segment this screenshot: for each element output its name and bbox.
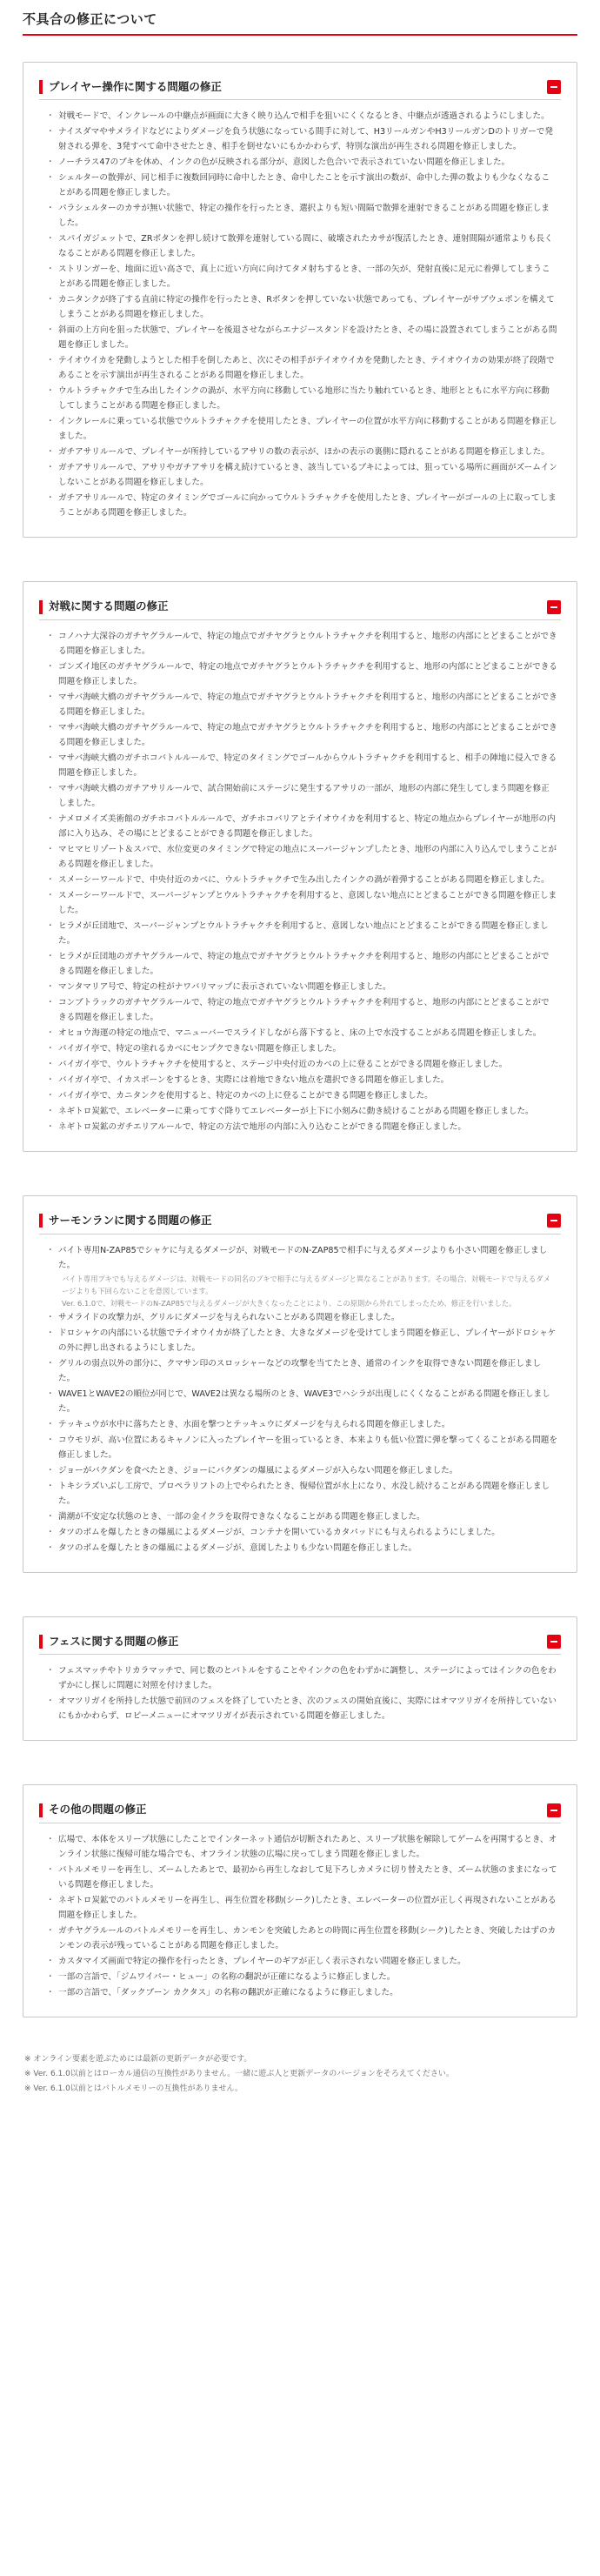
fix-list-item: ・ ナイスダマやサメライドなどによりダメージを負う状態になっている間手に対して、H3リールガンやH3リールガンDのトリガーで発射される弾を、3発すべて命中させたとき、相手を倒せないにもかかわらず、特別な演出が再生される問題を修正しました。 — [48, 124, 557, 154]
fix-list-item: ・ シェルターの散弾が、同じ相手に複数回同時に命中したとき、命中したことを示す演出の数が、命中した弾の数よりも少なくなることがある問題を修正しました。 — [48, 171, 557, 200]
fix-item-text: 満潮が不安定な状態のとき、一部の金イクラを取得できなくなることがある問題を修正しました。 — [58, 1511, 425, 1522]
fix-list-item — [48, 1387, 557, 1416]
fix-list-item: ・ ナメロメイズ美術館のガチホコバトルルールで、ガチホコバリアとテイオウイカを利用すると、特定の地点からプレイヤーが地形の内部に入り込み、その場にとどまることができる問題を修正しました。 — [48, 812, 557, 841]
footnote: ※ Ver. 6.1.0以前とはバトルメモリーの互換性がありません。 — [24, 2084, 243, 2093]
collapse-toggle-icon[interactable] — [547, 1635, 561, 1649]
section-accent-bar — [39, 1214, 43, 1228]
collapse-toggle-icon[interactable] — [547, 80, 561, 94]
fix-list-item — [48, 1463, 557, 1478]
fix-list-item: ・ 広場で、本体をスリープ状態にしたことでインターネット通信が切断されたあと、スリープ状態を解除してゲームを再開するとき、オンライン状態に復帰可能な場合でも、オフライン状態の広場に戻ってしまう問題を修正しました。 — [48, 1832, 557, 1862]
fix-list — [39, 1238, 561, 1556]
fix-list-item: ・ オヒョウ海運の特定の地点で、マニューバーでスライドしながら落下すると、床の上で水没することがある問題を修正しました。 — [48, 1026, 557, 1040]
fix-list-item — [48, 1479, 557, 1509]
fix-list-item: ・ マサバ海峡大橋のガチヤグラルールで、特定の地点でガチヤグラとウルトラチャクチを利用すると、地形の内部にとどまることができる問題を修正しました。 — [48, 720, 557, 750]
section-title-text: 対戦に関する問題の修正 — [49, 599, 169, 613]
collapse-toggle-icon[interactable] — [547, 1803, 561, 1817]
fix-list-item: ・ コノハナ大深谷のガチヤグラルールで、特定の地点でガチヤグラとウルトラチャクチを利用すると、地形の内部にとどまることができる問題を修正しました。 — [48, 629, 557, 659]
page-title: 不具合の修正について — [23, 7, 577, 36]
section-accent-bar — [39, 1803, 43, 1817]
fix-list-item: ・ ヒラメが丘団地で、スーパージャンプとウルトラチャクチを利用すると、意図しない地点にとどまることができる問題を修正しました。 — [48, 919, 557, 948]
fix-item-note: Ver. 6.1.0で、対戦モードのN-ZAP85で与えるダメージが大きくなったことにより、この原則から外れてしまったため、修正を行いました。 — [62, 1298, 517, 1308]
fix-list-item — [48, 1525, 557, 1540]
section-title — [39, 1801, 147, 1819]
fix-list-item: ・ ネギトロ炭鉱でのバトルメモリーを再生し、再生位置を移動(シーク)したとき、エレベーターの位置が正しく再現されないことがある問題を修正しました。 — [48, 1893, 557, 1923]
fix-list — [39, 104, 561, 520]
section-header[interactable] — [39, 598, 561, 620]
collapse-toggle-icon[interactable] — [547, 600, 561, 614]
fix-list — [39, 624, 561, 1134]
section-accent-bar — [39, 600, 43, 614]
fix-list-item: ・ ネギトロ炭鉱のガチエリアルールで、特定の方法で地形の内部に入り込むことができる問題を修正しました。 — [48, 1120, 557, 1134]
fix-item-text: ジョーがバクダンを食べたとき、ジョーにバクダンの爆風によるダメージが入らない問題を修正しました。 — [58, 1465, 458, 1475]
fix-list-item: ・ 斜面の上方向を狙った状態で、プレイヤーを後退させながらエナジースタンドを設けたとき、その場に設置されてしまうことがある問題を修正しました。 — [48, 323, 557, 352]
fix-list-item: ・ マサバ海峡大橋のガチアサリルールで、試合開始前にステージに発生するアサリの一部が、地形の内部に発生してしまう問題を修正しました。 — [48, 781, 557, 811]
fix-list-item: ・ ガチアサリルールで、特定のタイミングでゴールに向かってウルトラチャクチを使用したとき、プレイヤーがゴールの上に取ってしまうことがある問題を修正しました。 — [48, 491, 557, 520]
fix-list-item — [48, 1509, 557, 1524]
section-title — [39, 78, 222, 97]
fix-list-item — [48, 1433, 557, 1462]
fix-item-text: バイト専用N-ZAP85でシャケに与えるダメージが、対戦モードのN-ZAP85で相手に与えるダメージよりも小さい問題を修正しました。 — [58, 1245, 548, 1270]
fix-list-item: ・ カスタマイズ画面で特定の操作を行ったとき、プレイヤーのギアが正しく表示されない問題を修正しました。 — [48, 1954, 557, 1969]
fix-list-item — [48, 1243, 557, 1309]
fix-item-text: WAVE1とWAVE2の順位が同じで、WAVE2は異なる場所のとき、WAVE3でハシラが出現しにくくなることがある問題を修正しました。 — [58, 1388, 550, 1414]
fix-list-item: ・ ゴンズイ地区のガチヤグラルールで、特定の地点でガチヤグラとウルトラチャクチを利用すると、地形の内部にとどまることができる問題を修正しました。 — [48, 659, 557, 689]
fix-item-text: コウモリが、高い位置にあるキャノンに入ったプレイヤーを狙っているとき、本来よりも低い位置に弾を撃ってくることがある問題を修正しました。 — [58, 1435, 557, 1460]
section-title-text: サーモンランに関する問題の修正 — [49, 1214, 212, 1227]
fix-list-item: ・ パラシェルターのカサが無い状態で、特定の操作を行ったとき、選択よりも短い間隔で散弾を連射できることがある問題を修正しました。 — [48, 201, 557, 231]
fix-list — [39, 1658, 561, 1723]
section-header[interactable] — [39, 1801, 561, 1823]
fix-list-item: ・ マサバ海峡大橋のガチヤグラルールで、特定の地点でガチヤグラとウルトラチャクチを利用すると、地形の内部にとどまることができる問題を修正しました。 — [48, 690, 557, 719]
fix-list-item: ・ ストリンガーを、地面に近い高さで、真上に近い方向に向けてタメ射ちするとき、一部の矢が、発射直後に足元に着弾してしまうことがある問題を修正しました。 — [48, 262, 557, 291]
fix-list-item — [48, 1356, 557, 1386]
fix-item-text: グリルの弱点以外の部分に、クマサン印のスロッシャーなどの攻撃を当てたとき、通常のインクを取得できない問題を修正しました。 — [58, 1358, 541, 1383]
fix-list-item — [48, 1417, 557, 1432]
fix-section — [23, 581, 577, 1152]
fix-list-item: ・ マンタマリア号で、特定の柱がナワバリマップに表示されていない問題を修正しました。 — [48, 980, 557, 994]
fix-list-item: ・ ヒラメが丘団地のガチヤグラルールで、特定の地点でガチヤグラとウルトラチャクチを利用すると、地形の内部にとどまることができる問題を修正しました。 — [48, 949, 557, 979]
fix-item-note: バイト専用プキでも与えるダメージは、対戦モードの同名のブキで相手に与えるダメージと異なることがあります。その場合、対戦モードで与えるダメージよりも下回らないことを意図しています。 — [62, 1274, 550, 1295]
fix-list-item — [48, 1326, 557, 1355]
footnotes — [23, 2052, 577, 2097]
section-title — [39, 1633, 178, 1651]
section-accent-bar — [39, 1635, 43, 1649]
section-header[interactable] — [39, 1633, 561, 1656]
fix-item-text: タツのボムを爆したときの爆風によるダメージが、意図したよりも少ない問題を修正しました。 — [58, 1542, 417, 1553]
fix-list-item: ・ ネギトロ炭鉱で、エレベーターに乗ってすぐ降りてエレベーターが上下に小刻みに動き続けることがある問題を修正しました。 — [48, 1104, 557, 1119]
fix-list-item: ・ ガチアサリルールで、プレイヤーが所持しているアサリの数の表示が、ほかの表示の裏側に隠れることがある問題を修正しました。 — [48, 445, 557, 459]
fix-list-item: ・ バトルメモリーを再生し、ズームしたあとで、最初から再生しなおして見下ろしカメラに切り替えたとき、ズーム状態のままになっている問題を修正しました。 — [48, 1863, 557, 1892]
fix-list-item — [48, 1541, 557, 1556]
section-title-text: フェスに関する問題の修正 — [49, 1634, 179, 1648]
section-title — [39, 1212, 212, 1230]
section-title-text: プレイヤー操作に関する問題の修正 — [49, 79, 222, 93]
fix-list-item: ・ バイガイ亭で、特定の塗れるカベにセンプクできない問題を修正しました。 — [48, 1041, 557, 1056]
fix-section — [23, 1195, 577, 1573]
section-accent-bar — [39, 80, 43, 94]
fix-list-item: ・ ノーチラス47のブキを休め、インクの色が反映される部分が、意図した色合いで表示されていない問題を修正しました。 — [48, 155, 557, 170]
fix-list-item: ・ スメーシーワールドで、中央付近のカベに、ウルトラチャクチで生み出したインクの渦が着弾することがある問題を修正しました。 — [48, 873, 557, 887]
fix-list-item — [48, 1310, 557, 1325]
fix-list-item: ・ マヒマヒリゾート＆スパで、水位変更のタイミングで特定の地点にスーパージャンプしたとき、地形の内部に入り込んでしまうことがある問題を修正しました。 — [48, 842, 557, 872]
fix-item-text: ドロシャケの内部にいる状態でテイオウイカが終了したとき、大きなダメージを受けてしまう問題を修正し、プレイヤーがドロシャケの外に押し出されるようにしました。 — [58, 1328, 557, 1353]
fix-list-item: ・ ガチアサリルールで、アサリやガチアサリを構え続けているとき、該当しているブキによっては、狙っている場所に画面がズームインしないことがある問題を修正しました。 — [48, 460, 557, 490]
fix-list-item: ・ ウルトラチャクチで生み出したインクの渦が、水平方向に移動している地形に当たり触れているとき、地形とともに水平方向に移動してしまうことがある問題を修正しました。 — [48, 384, 557, 413]
fix-list-item: ・ オマツリガイを所持した状態で前回のフェスを終了していたとき、次のフェスの開始直後に、実際にはオマツリガイを所持していないにもかかわらず、ロビーメニューにオマツリガイが表示されている問題を修正しました。 — [48, 1694, 557, 1723]
footnote: ※ オンライン要素を遊ぶためには最新の更新データが必要です。 — [24, 2054, 252, 2064]
section-title — [39, 598, 169, 616]
fix-list-item: ・ 対戦モードで、インクレールの中継点が画面に大きく映り込んで相手を狙いにくくなるとき、中継点が透過されるようにしました。 — [48, 109, 557, 124]
fix-list-item: ・ ガチヤグラルールのバトルメモリーを再生し、カンモンを突破したあとの時間に再生位置を移動(シーク)したとき、突破したはずのカンモンの表示が残っていることがある問題を修正しました。 — [48, 1924, 557, 1953]
section-title-text: その他の問題の修正 — [49, 1803, 147, 1817]
footnote: ※ Ver. 6.1.0以前とはローカル通信の互換性がありません。一緒に遊ぶ人と更新データのバージョンをそろえてください。 — [24, 2069, 454, 2078]
fix-list-item: ・ マサバ海峡大橋のガチホコバトルルールで、特定のタイミングでゴールからウルトラチャクチを利用すると、相手の陣地に侵入できる問題を修正しました。 — [48, 751, 557, 780]
collapse-toggle-icon[interactable] — [547, 1214, 561, 1228]
fix-list-item: ・ テイオウイカを発動しようとした相手を倒したあと、次にその相手がテイオウイカを発動したとき、テイオウイカの効果が終了段階であることを示す演出が再生されることがある問題を修正しました。 — [48, 353, 557, 383]
fix-list-item: ・ スメーシーワールドで、スーパージャンプとウルトラチャクチを利用すると、意図しない地点にとどまることができる問題を修正しました。 — [48, 888, 557, 918]
fix-list-item: ・ 一部の言語で、「ジムワイパー・ヒュー」の名称の翻訳が正確になるように修正しました。 — [48, 1970, 557, 1984]
fix-list-item: ・ バイガイ亭で、イカスポーンをするとき、実際には着地できない地点を選択できる問題を修正しました。 — [48, 1073, 557, 1087]
fix-list — [39, 1827, 561, 2000]
fix-list-item: ・ カニタンクが終了する直前に特定の操作を行ったとき、Rボタンを押していない状態であっても、プレイヤーがサブウェポンを構えてしまうことがある問題を修正しました。 — [48, 292, 557, 322]
fix-section — [23, 1616, 577, 1742]
fix-item-text: トキシラズいぶし工房で、プロペラリフトの上でやられたとき、復帰位置が水上になり、水没し続けることがある問題を修正しました。 — [58, 1481, 550, 1506]
fix-list-item: ・ バイガイ亭で、ウルトラチャクチを使用すると、ステージ中央付近のカベの上に登ることができる問題を修正しました。 — [48, 1057, 557, 1072]
fix-list-item: ・ バイガイ亭で、カニタンクを使用すると、特定のカベの上に登ることができる問題を修正しました。 — [48, 1088, 557, 1103]
section-header[interactable] — [39, 78, 561, 101]
fix-section — [23, 62, 577, 539]
fix-section — [23, 1784, 577, 2017]
fix-item-text: タツのボムを爆したときの爆風によるダメージが、コンテナを開いているカタパッドにも与えられるようにしました。 — [58, 1527, 500, 1537]
fix-list-item: ・ インクレールに乗っている状態でウルトラチャクチを使用したとき、プレイヤーの位置が水平方向に移動することがある問題を修正しました。 — [48, 414, 557, 444]
fix-list-item: ・ コンブトラックのガチヤグラルールで、特定の地点でガチヤグラとウルトラチャクチを利用すると、地形の内部にとどまることができる問題を修正しました。 — [48, 995, 557, 1025]
fix-item-text: テッキュウが水中に落ちたとき、水面を撃つとテッキュウにダメージを与えられる問題を修正しました。 — [58, 1419, 450, 1429]
fix-item-text: サメライドの攻撃力が、グリルにダメージを与えられないことがある問題を修正しました。 — [58, 1312, 400, 1322]
fix-list-item: ・ スパイガジェットで、ZRボタンを押し続けて散弾を連射している間に、破壊されたカサが復活したとき、連射間隔が通常よりも長くなることがある問題を修正しました。 — [48, 231, 557, 261]
fix-list-item: ・ 一部の言語で、「ダックブーン カクタス」の名称の翻訳が正確になるように修正しました。 — [48, 1985, 557, 2000]
fix-list-item: ・ フェスマッチやトリカラマッチで、同じ数のとバトルをすることやインクの色をわずかに調整し、ステージによってはインクの色をわずかにし探しに問題に対照を付けました。 — [48, 1663, 557, 1693]
section-header[interactable] — [39, 1212, 561, 1234]
